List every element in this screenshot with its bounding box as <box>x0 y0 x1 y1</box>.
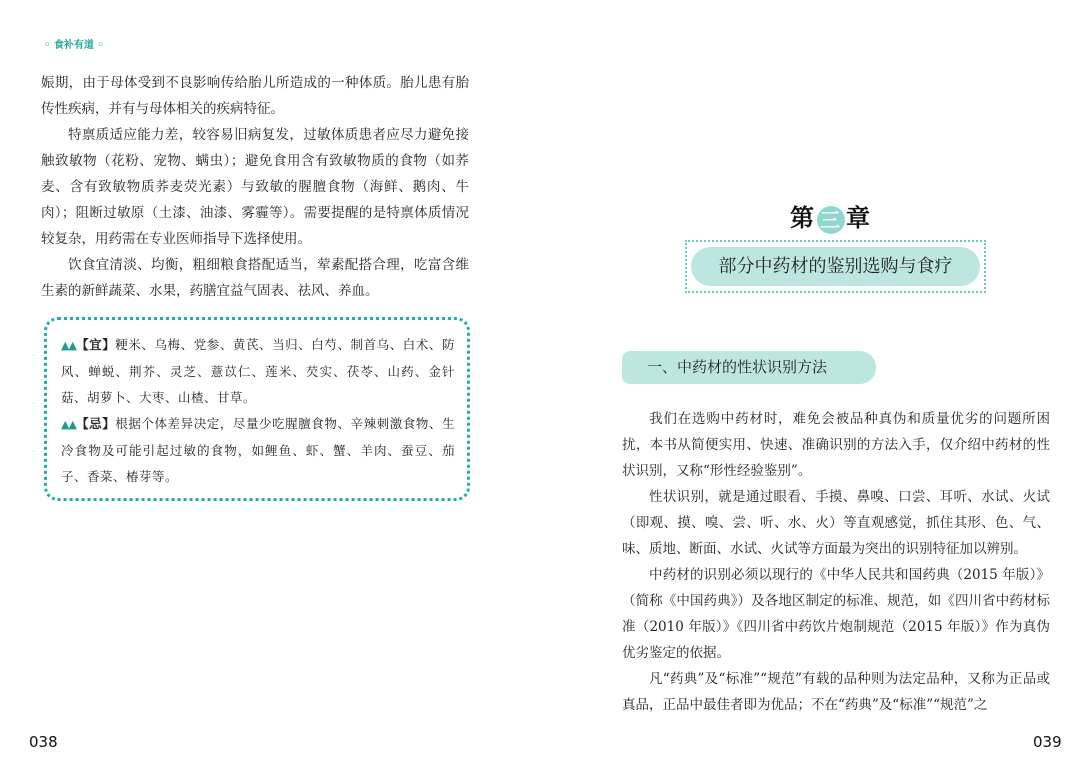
left-page <box>0 0 520 765</box>
paragraph: 我们在选购中药材时，难免会被品种真伪和质量优劣的问题所困扰，本书从简便实用、快速、准确识别的方法入手，仅介绍中药材的性状识别，又称“形性经验鉴别”。 <box>622 411 1050 479</box>
chapter-subtitle: 部分中药材的鉴别选购与食疗 <box>691 247 980 286</box>
avoid-text: 根据个体差异决定，尽量少吃腥膻食物、辛辣刺激食物、生冷食物及可能引起过敏的食物，如鲤鱼、虾、蟹、羊肉、蚕豆、茄子、香菜、椿芽等。 <box>61 416 455 484</box>
suitable-foods <box>61 332 455 411</box>
avoid-foods <box>61 411 455 490</box>
left-body-text <box>41 70 469 304</box>
chapter-suffix: 章 <box>846 203 872 232</box>
suitable-tag: 【宜】 <box>76 337 116 352</box>
paragraph: 饮食宜清淡、均衡，粗细粮食搭配适当，荤素配搭合理，吃富含维生素的新鲜蔬菜、水果，药膳宜益气固表、祛风、养血。 <box>41 257 469 299</box>
page-number: 038 <box>29 733 58 751</box>
triangle-marker-icon: ▲▲ <box>61 418 77 431</box>
paragraph: 特禀质适应能力差，较容易旧病复发，过敏体质患者应尽力避免接触致敏物（花粉、宠物、螨虫）；避免食用含有致敏物质的食物（如荞麦、含有致敏物质荞麦荧光素）与致敏的腥膻食物（海鲜、鹅肉、牛肉）；阻断过敏原（土漆、油漆、雾霾等）。需要提醒的是特禀体质情况较复杂，用药需在专业医师指导下选择使用。 <box>41 127 469 247</box>
right-page <box>540 0 1078 765</box>
section-title: 一、中药材的性状识别方法 <box>622 351 876 384</box>
running-header: ◦ 食补有道 ◦ <box>44 40 104 51</box>
paragraph: 性状识别，就是通过眼看、手摸、鼻嗅、口尝、耳听、水试、火试（即观、摸、嗅、尝、听、水、火）等直观感觉，抓住其形、色、气、味、质地、断面、水试、火试等方面最为突出的识别特征加以辨别。 <box>622 489 1050 557</box>
paragraph: 娠期，由于母体受到不良影响传给胎儿所造成的一种体质。胎儿患有胎传性疾病，并有与母体相关的疾病特征。 <box>41 75 469 117</box>
triangle-marker-icon: ▲▲ <box>61 339 77 352</box>
paragraph: 凡“药典”及“标准”“规范”有载的品种则为法定品种，又称为正品或真品，正品中最佳者即为优品；不在“药典”及“标准”“规范”之 <box>622 671 1050 713</box>
avoid-tag: 【忌】 <box>76 416 116 431</box>
chapter-number-badge: 三 <box>817 206 845 234</box>
paragraph: 中药材的识别必须以现行的《中华人民共和国药典（2015 年版）》（简称《中国药典》）及各地区制定的标准、规范，如《四川省中药材标准（2010 年版）》《四川省中药饮片炮制规范（2015 年版）》作为真伪优劣鉴定的依据。 <box>622 567 1050 661</box>
suitable-text: 粳米、乌梅、党参、黄芪、当归、白芍、制首乌、白术、防风、蝉蜕、荆芥、灵芝、薏苡仁、莲米、芡实、茯苓、山药、金针菇、胡萝卜、大枣、山楂、甘草。 <box>61 337 455 405</box>
diet-advice-box <box>44 317 470 501</box>
chapter-prefix: 第 <box>790 203 816 232</box>
chapter-title <box>790 198 872 234</box>
chapter-subtitle-frame <box>685 240 986 293</box>
page-number: 039 <box>1033 733 1062 751</box>
right-body-text <box>622 406 1050 718</box>
